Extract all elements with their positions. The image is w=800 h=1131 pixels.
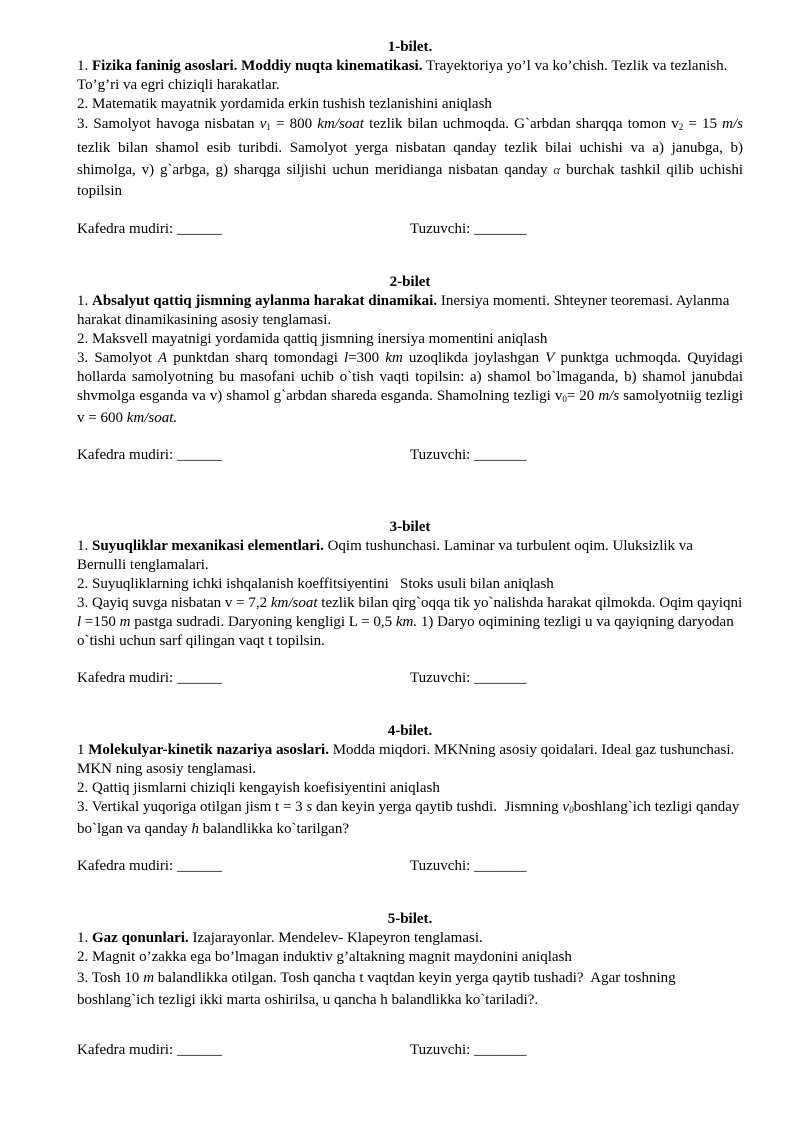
ticket-4 [77, 722, 743, 876]
signature-row [77, 669, 743, 688]
question-number: 1. [77, 538, 89, 554]
q3-text: = 20 [566, 388, 595, 404]
var-v1: v [259, 116, 267, 132]
var-v0: v [562, 799, 570, 815]
var-h: h [191, 821, 200, 837]
compiler-label: Tuzuvchi: [410, 447, 471, 463]
question-2: 2. Matematik mayatnik yordamida erkin tushish tezlanishini aniqlash [77, 96, 492, 112]
question-3 [77, 594, 743, 651]
head-blank: ______ [176, 221, 222, 237]
head-label: Kafedra mudiri: [77, 447, 174, 463]
q3-text: =150 [84, 614, 116, 630]
question-number: 1. [77, 58, 89, 74]
topic-details: Trayektoriya yo’l va ko’chish. Tezlik va tezlanish. To’g’ri va egri chiziqli harakatlar. [77, 58, 728, 93]
unit: m [143, 970, 155, 986]
question-number: 1. [77, 930, 89, 946]
question-1 [77, 929, 743, 948]
alpha-symbol: α [553, 162, 561, 177]
head-label: Kafedra mudiri: [77, 670, 174, 686]
q3-text: punktdan sharq tomondagi [173, 350, 338, 366]
signature-row [77, 1041, 743, 1060]
q3-text: = 15 [688, 116, 718, 132]
var-v: V [545, 350, 555, 366]
unit: m [119, 614, 131, 630]
head-blank: ______ [176, 670, 222, 686]
question-number: 1. [77, 293, 89, 309]
q3-text: = 800 [276, 116, 313, 132]
head-blank: ______ [176, 858, 222, 874]
subscript: 2 [678, 122, 684, 132]
ticket-title: 2-bilet [389, 274, 431, 290]
topic-details: Izajarayonlar. Mendelev- Klapeyron tenglamasi. [192, 930, 483, 946]
topic-details: Modda miqdori. MKNning asosiy qoidalari. Ideal gaz tushunchasi. MKN ning asosiy tenglamasi. [77, 742, 735, 777]
compiler-blank: _______ [474, 1042, 527, 1058]
q3-text: burchak tashkil qilib uchishi topilsin [77, 162, 744, 199]
ticket-title: 5-bilet. [387, 911, 433, 927]
compiler-signature [410, 1041, 527, 1060]
question-1 [77, 741, 743, 779]
topic-details: Oqim tushunchasi. Laminar va turbulent oqim. Uluksizlik va Bernulli tenglamalari. [77, 538, 693, 573]
unit: km/soat. [126, 410, 178, 426]
question-2: 2. Suyuqliklarning ichki ishqalanish koeffitsiyentini Stoks usuli bilan aniqlash [77, 576, 554, 592]
topic-title: Molekulyar-kinetik nazariya asoslari. [88, 742, 329, 758]
compiler-blank: _______ [474, 447, 527, 463]
ticket-5 [77, 910, 743, 1060]
q3-text: boshlang`ich tezligi qanday bo`lgan va qanday [77, 799, 740, 837]
question-2: 2. Magnit o’zakka ega bo’lmagan induktiv g’altakning magnit maydonini aniqlash [77, 949, 572, 965]
unit: km/soat [270, 595, 318, 611]
head-blank: ______ [176, 1042, 222, 1058]
head-signature [77, 1041, 222, 1060]
unit: km [385, 350, 403, 366]
head-label: Kafedra mudiri: [77, 221, 174, 237]
compiler-blank: _______ [474, 858, 527, 874]
question-3 [77, 349, 743, 428]
ticket-1 [77, 38, 743, 239]
q3-text: balandlikka ko`tarilgan? [202, 821, 349, 837]
q3-text: 3. Samolyot [77, 350, 152, 366]
question-3 [77, 798, 743, 839]
topic-title: Gaz qonunlari. [92, 930, 189, 946]
compiler-signature [410, 669, 527, 688]
question-1 [77, 537, 743, 575]
ticket-title: 3-bilet [389, 519, 431, 535]
var-l: l [344, 350, 349, 366]
q3-text: =300 [348, 350, 380, 366]
q3-text: tezlik bilan uchmoqda. G`arbdan sharqqa tomon v [369, 116, 679, 132]
q3-text: tezlik bilan qirg`oqqa tik yo`nalishda harakat qilmokda. Oqim qayiqni [321, 595, 743, 611]
compiler-signature [410, 857, 527, 876]
question-1 [77, 292, 743, 330]
ticket-3 [77, 518, 743, 688]
q3-text: 3. Tosh 10 [77, 970, 140, 986]
question-1 [77, 57, 743, 95]
head-label: Kafedra mudiri: [77, 1042, 174, 1058]
q3-text: samolyotniig tezligi v = 600 [77, 388, 743, 426]
q3-text: tezlik bilan shamol esib turibdi. Samolyot yerga nisbatan qanday tezlik bilai uchishi va a) janubga, b) shimolga, v) g`arbga, g) sharqga siljishi uchun meridianga nisbatan qanday [77, 140, 743, 178]
q3-text: dan keyin yerga qaytib tushdi. Jismning [316, 799, 559, 815]
q3-text: pastga sudradi. Daryoning kengligi L = 0,5 [134, 614, 393, 630]
subscript: 0 [569, 805, 574, 815]
ticket-title: 1-bilet. [387, 39, 433, 55]
question-2: 2. Maksvell mayatnigi yordamida qattiq jismning inersiya momentini aniqlash [77, 331, 548, 347]
head-signature [77, 857, 222, 876]
exam-tickets-page [77, 38, 743, 1060]
q3-text: punktga uchmoqda. Quyidagi hollarda samolyotning bu masofani uchib o`tish vaqti topilsin: a) shamol bo`lmaganda, b) shamol janubdai shvmolga esganda va v) shamol g`arbdan shareda esganda. Shamolning tezligi v [77, 350, 744, 404]
unit: m/s [722, 116, 744, 132]
q3-text: uzoqlikda joylashgan [408, 350, 540, 366]
compiler-signature [410, 220, 527, 239]
compiler-label: Tuzuvchi: [410, 1042, 471, 1058]
head-signature [77, 669, 222, 688]
topic-title: Fizika faninig asoslari. Moddiy nuqta kinematikasi. [92, 58, 423, 74]
subscript: 1 [266, 122, 271, 132]
q3-text: 1) Daryo oqimining tezligi u va qayiqning daryodan o`tishi uchun sarf qilingan vaqt t topilsin. [77, 614, 734, 649]
head-signature [77, 446, 222, 465]
compiler-signature [410, 446, 527, 465]
question-2: 2. Qattiq jismlarni chiziqli kengayish koefisiyentini aniqlash [77, 780, 440, 796]
q3-text: 3. Qayiq suvga nisbatan v = 7,2 [77, 595, 268, 611]
head-signature [77, 220, 222, 239]
topic-title: Suyuqliklar mexanikasi elementlari. [92, 538, 324, 554]
var-a: A [157, 350, 168, 366]
topic-details: Inersiya momenti. Shteyner teoremasi. Aylanma harakat dinamikasining asosiy tenglamasi. [77, 293, 730, 328]
signature-row [77, 446, 743, 465]
head-label: Kafedra mudiri: [77, 858, 174, 874]
compiler-label: Tuzuvchi: [410, 670, 471, 686]
unit: km/soat [317, 116, 364, 132]
compiler-label: Tuzuvchi: [410, 221, 471, 237]
subscript: 0 [562, 394, 567, 404]
signature-row [77, 857, 743, 876]
ticket-2 [77, 273, 743, 465]
compiler-blank: _______ [474, 670, 527, 686]
unit: m/s [598, 388, 620, 404]
q3-text: 3. Vertikal yuqoriga otilgan jism t = 3 [77, 799, 303, 815]
head-blank: ______ [176, 447, 222, 463]
unit: s [306, 799, 313, 815]
compiler-label: Tuzuvchi: [410, 858, 471, 874]
question-3 [77, 967, 743, 1011]
question-number: 1 [77, 742, 85, 758]
unit: km. [395, 614, 418, 630]
q3-text: balandlikka otilgan. Tosh qancha t vaqtdan keyin yerga qaytib tushadi? Agar toshning boshlang`ich tezligi ikki marta oshirilsa, u qancha h balandlikka ko`tariladi?. [77, 970, 680, 1008]
topic-title: Absalyut qattiq jismning aylanma harakat dinamikai. [92, 293, 438, 309]
ticket-title: 4-bilet. [387, 723, 433, 739]
question-3 [77, 114, 743, 202]
var-l: l [77, 614, 82, 630]
compiler-blank: _______ [474, 221, 527, 237]
q3-text: 3. Samolyot havoga nisbatan [77, 116, 255, 132]
signature-row [77, 220, 743, 239]
